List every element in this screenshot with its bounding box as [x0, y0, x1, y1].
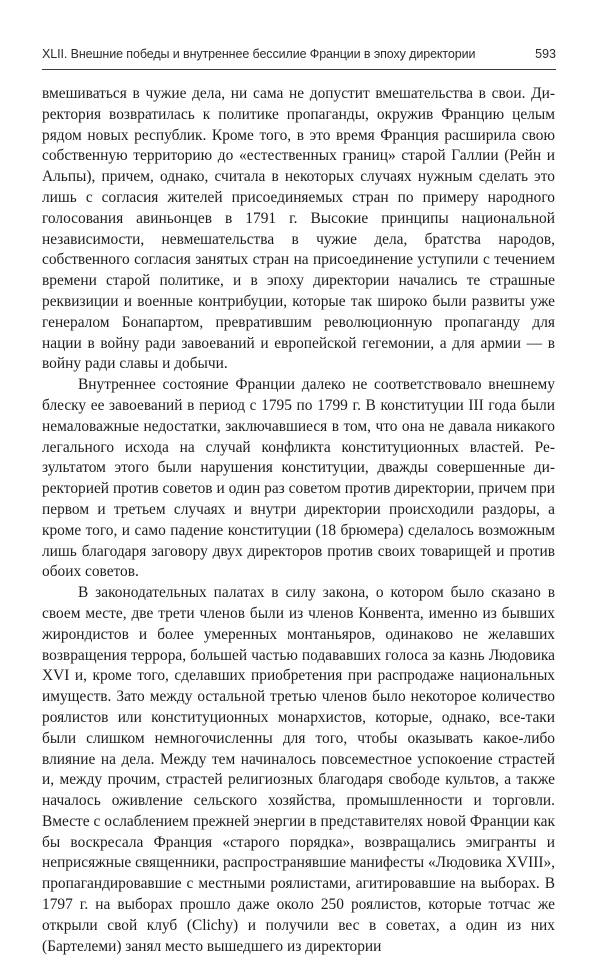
paragraph-internal-state: Внутреннее состояние Франции далеко не соответствовало внешнему блеску ее завоеваний в период с 1795 по 1799 г. В конституции III года были немаловажные недостатки, заключавшиеся в том, что она не давала никакого легального исхода на случай конфликта конституционных властей. Результатом этого были нарушения конституции, дважды совершенные директорией против советов и один раз советом против директории, причем при первом и третьем случаях и внутри директории происходили раздоры, а кроме того, и само падение конституции (18 брюмера) сделалось возможным лишь благодаря заговору двух директоров против своих товарищей и против обоих советов.	[42, 376, 555, 581]
paragraph-legislative-chambers: В законодательных палатах в силу закона, о котором было сказано в своем месте, две трети членов были из членов Конвента, именно из бывших жирондистов и более умеренных монтаньяров, одинаково не желавших возвращения террора, большей частью подававших голоса за казнь Людовика XVI и, кроме того, сделавших приобретения при распродаже национальных имуществ. Зато между остальной третью членов было некоторое количество роялистов или конституционных монархистов, которые, однако, все-таки были слишком немногочисленны для того, чтобы оказывать какое-либо влияние на дела. Между тем начиналось повсеместное успокоение страстей и, между прочим, страстей религиозных благодаря свободе культов, а также началось оживление сельского хозяйства, промышленности и торговли. Вместе с ослаблением прежней энергии в представителях новой Франции как бы воскресала Франция «старого порядка», возвращались эмигранты и неприсяжные священники, распространявшие манифесты «Людовика XVIII», пропагандировавшие с местными роялистами, агитировавшие на выборах. В 1797 г. на выборах прошло даже около 250 роялистов, которые тотчас же открыли свой клуб (Clichy) и получили вес в советах, а один из них (Бартелеми) занял место вышедшего из директории	[42, 584, 555, 955]
body-text	[42, 84, 555, 957]
header-rule	[42, 69, 556, 70]
paragraph-continuation: вмешиваться в чужие дела, ни сама не допустит вмешательства в свои. Директория возвратилась к политике пропаганды, окружив Францию целым рядом новых республик. Кроме того, в это время Франция расширила свою собственную территорию до «естественных границ» старой Галлии (Рейн и Альпы), причем, однако, считала в некоторых случаях нужным сделать это лишь с согласия жителей присоединяемых стран по примеру народного голосования авиньонцев в 1791 г. Высокие принципы национальной независимости, невмешательства в чужие дела, братства народов, собственного согласия занятых стран на присоединение уступили с течением времени старой политике, и в эпоху директории начались те страшные реквизиции и военные контрибуции, которые так широко были развиты уже генералом Бонапартом, превратившим революционную пропаганду для нации в войну ради завоеваний и европейской гегемонии, а для армии — в войну ради славы и добычи.	[42, 85, 555, 373]
page-number: 593	[535, 47, 556, 61]
chapter-title: XLII. Внешние победы и внутреннее бессилие Франции в эпоху директории	[42, 47, 476, 61]
running-head	[42, 47, 556, 67]
